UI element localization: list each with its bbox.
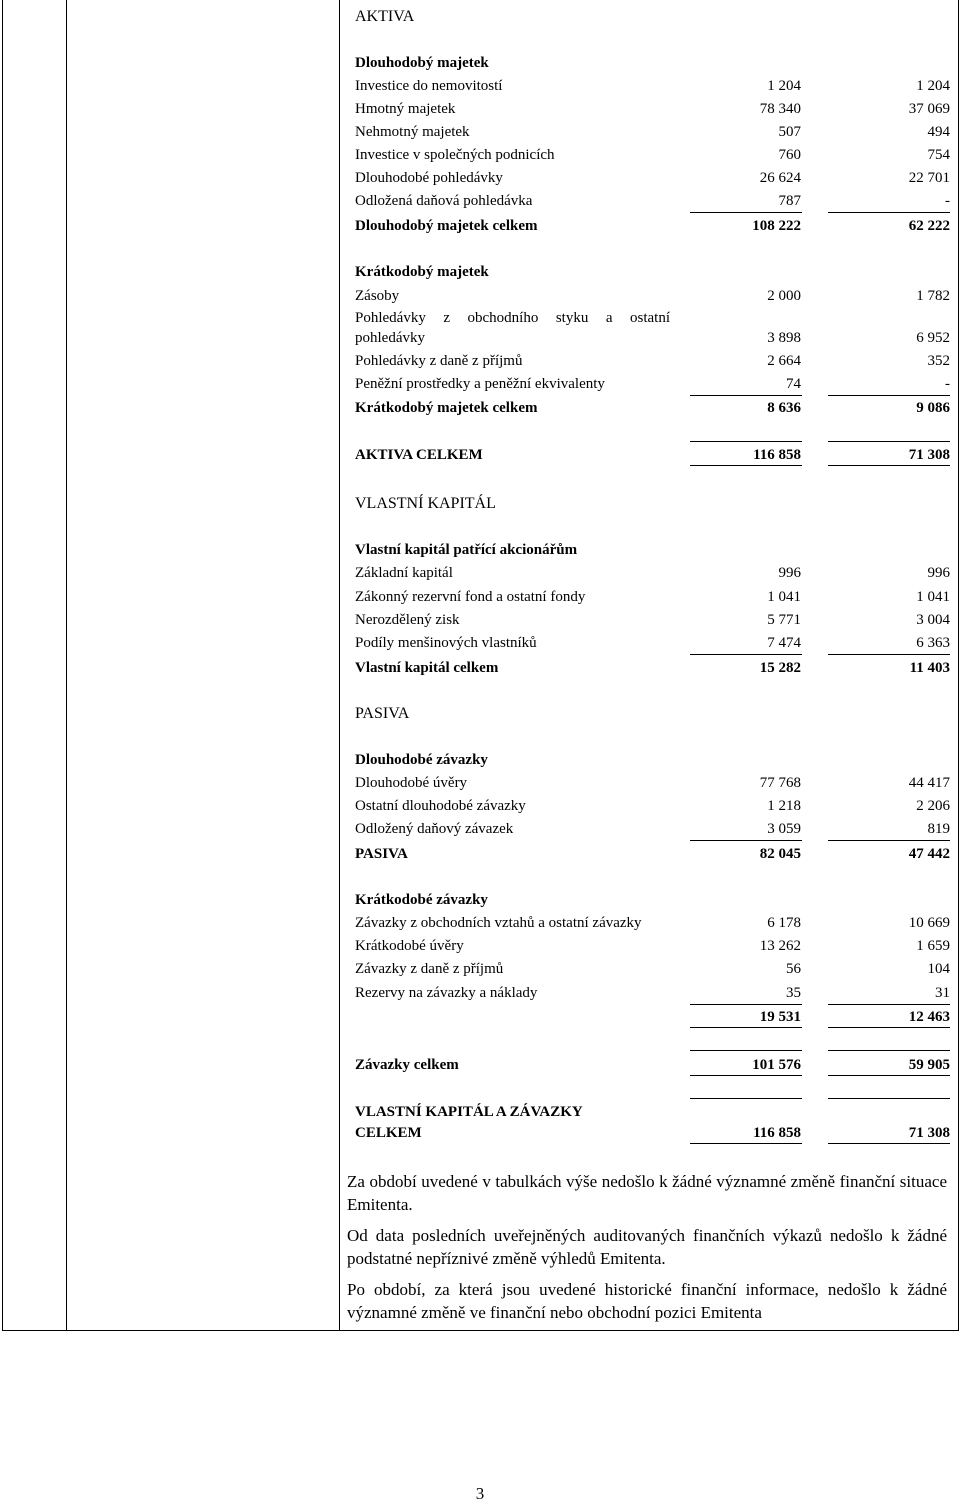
underline xyxy=(828,1004,950,1005)
underline xyxy=(828,840,950,841)
column-divider xyxy=(66,0,67,1330)
underline xyxy=(690,441,802,442)
underline xyxy=(690,1050,802,1051)
underline xyxy=(690,1098,802,1099)
underline xyxy=(828,654,950,655)
underline xyxy=(828,212,950,213)
underline xyxy=(828,1098,950,1099)
underline xyxy=(828,1075,950,1076)
underline xyxy=(690,465,802,466)
underline xyxy=(690,212,802,213)
underline xyxy=(690,1143,802,1144)
paragraph: Za období uvedené v tabulkách výše nedošlo k žádné významné změně finanční situace Emitenta. xyxy=(347,1172,947,1214)
underline xyxy=(828,465,950,466)
paragraph: Po období, za která jsou uvedené historické finanční informace, nedošlo k žádné významné změně ve finanční nebo obchodní pozici Emitenta xyxy=(347,1280,947,1322)
paragraph: Od data posledních uveřejněných auditovaných finančních výkazů nedošlo k žádné podstatné nepříznivé změně výhledů Emitenta. xyxy=(347,1226,947,1268)
column-divider xyxy=(339,0,340,1330)
underline xyxy=(828,395,950,396)
underline xyxy=(690,1027,802,1028)
underline xyxy=(828,1027,950,1028)
page-number: 3 xyxy=(475,1484,485,1503)
underline xyxy=(828,1143,950,1144)
underline xyxy=(690,1075,802,1076)
underline xyxy=(690,1004,802,1005)
underline xyxy=(828,441,950,442)
underline xyxy=(828,1050,950,1051)
underline xyxy=(690,840,802,841)
underline xyxy=(690,654,802,655)
underline xyxy=(690,395,802,396)
